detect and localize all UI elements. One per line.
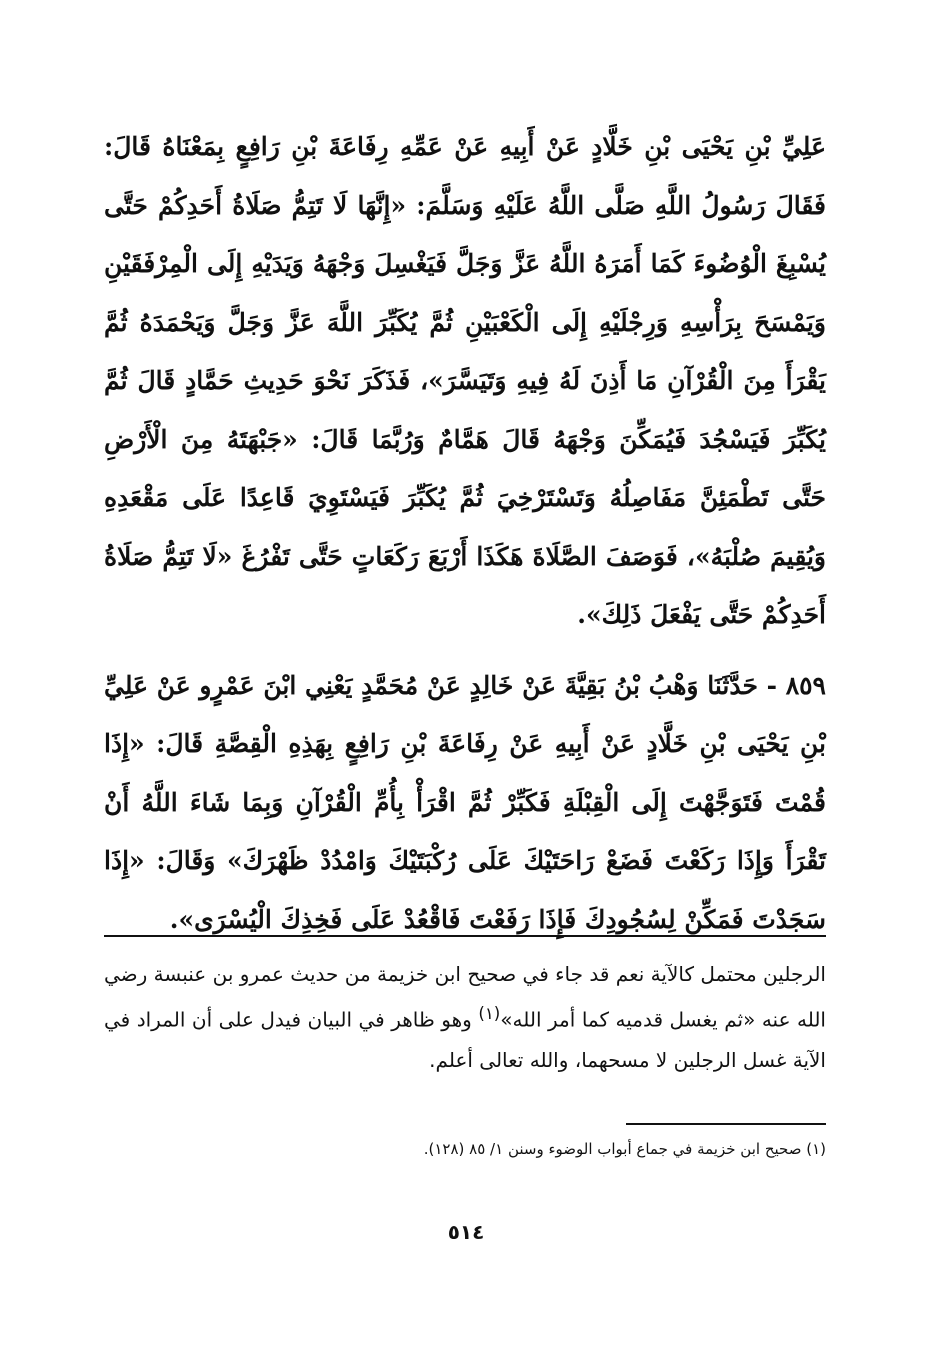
footnote: (١) صحيح ابن خزيمة في جماع أبواب الوضوء وسنن ١/ ٨٥ (١٢٨).	[423, 1140, 826, 1158]
paragraph-hadith-859: ٨٥٩ - حَدَّثَنَا وَهْبُ بْنُ بَقِيَّةَ عَنْ خَالِدٍ عَنْ مُحَمَّدٍ يَعْنِي ابْنَ عَمْرٍو عَنْ عَلِيِّ بْنِ يَحْيَى بْنِ خَلَّادٍ عَنْ أَبِيهِ عَنْ رِفَاعَةَ بْنِ رَافِعٍ بِهَذِهِ الْقِصَّةِ قَالَ: «إِذَا قُمْتَ فَتَوَجَّهْتَ إِلَى الْقِبْلَةِ فَكَبِّرْ ثُمَّ اقْرَأْ بِأُمِّ الْقُرْآنِ وَبِمَا شَاءَ اللَّهُ أَنْ تَقْرَأَ وَإِذَا رَكَعْتَ فَضَعْ رَاحَتَيْكَ عَلَى رُكْبَتَيْكَ وَامْدُدْ ظَهْرَكَ» وَقَالَ: «إِذَا سَجَدْتَ فَمَكِّنْ لِسُجُودِكَ فَإِذَا رَفَعْتَ فَاقْعُدْ عَلَى فَخِذِكَ الْيُسْرَى».	[104, 670, 826, 934]
main-text	[104, 118, 826, 949]
page-number: ٥١٤	[447, 1220, 485, 1244]
footnote-separator-short	[626, 1123, 826, 1125]
commentary-text	[104, 954, 826, 1080]
footnote-reference-marker: (١)	[478, 1004, 501, 1023]
footnote-separator-long	[104, 935, 826, 937]
commentary-text-before: الرجلين محتمل كالآية نعم قد جاء في صحيح ابن خزيمة من حديث عمرو بن عنبسة رضي الله عنه «ثم يغسل قدميه كما أمر الله»	[104, 962, 826, 1032]
commentary-block	[104, 954, 826, 1080]
paragraph-hadith-continuation: عَلِيِّ بْنِ يَحْيَى بْنِ خَلَّادٍ عَنْ أَبِيهِ عَنْ عَمِّهِ رِفَاعَةَ بْنِ رَافِعٍ بِمَعْنَاهُ قَالَ: فَقَالَ رَسُولُ اللَّهِ صَلَّى اللَّهُ عَلَيْهِ وَسَلَّمَ: «إِنَّهَا لَا تَتِمُّ صَلَاةُ أَحَدِكُمْ حَتَّى يُسْبِغَ الْوُضُوءَ كَمَا أَمَرَهُ اللَّهُ عَزَّ وَجَلَّ فَيَغْسِلَ وَجْهَهُ وَيَدَيْهِ إِلَى الْمِرْفَقَيْنِ وَيَمْسَحَ بِرَأْسِهِ وَرِجْلَيْهِ إِلَى الْكَعْبَيْنِ ثُمَّ يُكَبِّرَ اللَّهَ عَزَّ وَجَلَّ وَيَحْمَدَهُ ثُمَّ يَقْرَأَ مِنَ الْقُرْآنِ مَا أَذِنَ لَهُ فِيهِ وَتَيَسَّرَ»، فَذَكَرَ نَحْوَ حَدِيثِ حَمَّادٍ قَالَ ثُمَّ يُكَبِّرَ فَيَسْجُدَ فَيُمَكِّنَ وَجْهَهُ قَالَ هَمَّامٌ وَرُبَّمَا قَالَ: «جَبْهَتَهُ مِنَ الْأَرْضِ حَتَّى تَطْمَئِنَّ مَفَاصِلُهُ وَتَسْتَرْخِيَ ثُمَّ يُكَبِّرَ فَيَسْتَوِيَ قَاعِدًا عَلَى مَقْعَدِهِ وَيُقِيمَ صُلْبَهُ»، فَوَصَفَ الصَّلَاةَ هَكَذَا أَرْبَعَ رَكَعَاتٍ حَتَّى تَفْرُغَ «لَا تَتِمُّ صَلَاةُ أَحَدِكُمْ حَتَّى يَفْعَلَ ذَلِكَ».	[104, 132, 826, 629]
commentary-text-after: وهو ظاهر في البيان فيدل على أن المراد في الآية غسل الرجلين لا مسحهما، والله تعالى أعلم.	[104, 1007, 826, 1072]
